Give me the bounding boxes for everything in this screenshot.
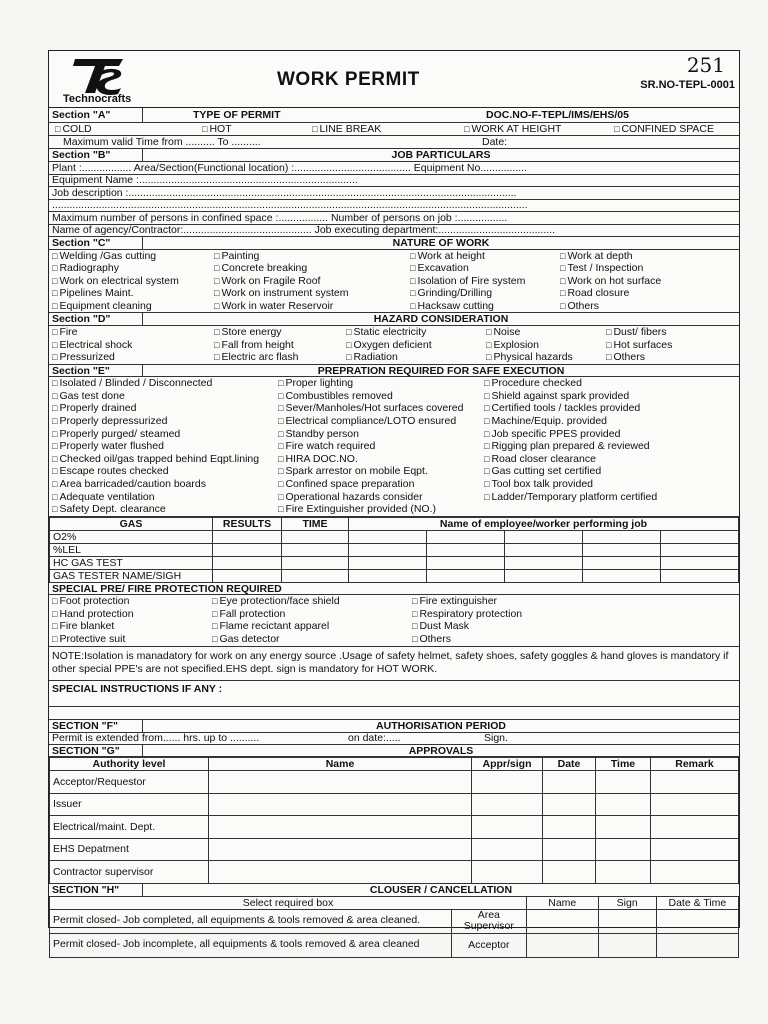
section-d-header — [49, 313, 739, 326]
dotted-line[interactable]: ................................................................................................................................................................... — [52, 199, 528, 212]
date-time-header: Date & Time — [656, 897, 738, 910]
checklist-item[interactable]: □ Work in water Reservoir — [211, 300, 407, 313]
handwritten-number: 251 — [686, 53, 725, 77]
checklist-item[interactable]: □ Others — [603, 351, 739, 364]
section-label: SECTION "H" — [49, 884, 143, 896]
approvals-table — [49, 757, 739, 884]
approvals-heading: APPROVALS — [408, 745, 474, 757]
appr-sign-header: Appr/sign — [472, 758, 543, 771]
nature-of-work-grid — [49, 250, 739, 314]
note-row — [49, 647, 739, 681]
checklist-item[interactable]: □ Checked oil/gas trapped behind Eqpt.lining — [49, 453, 275, 466]
gas-row-label: O2% — [50, 530, 213, 543]
section-b-header — [49, 149, 739, 162]
closure-heading: CLOUSER / CANCELLATION — [369, 883, 513, 896]
checklist-item[interactable]: □ Flame recictant apparel — [209, 620, 409, 633]
plant-row — [49, 162, 739, 175]
job-particulars-heading: JOB PARTICULARS — [391, 149, 491, 161]
checklist-item[interactable]: □ Dust Mask — [409, 620, 739, 633]
hazard-consideration-heading: HAZARD CONSIDERATION — [373, 313, 509, 326]
sign-header: Sign — [598, 897, 656, 910]
closure-table — [49, 897, 739, 958]
authority-level-header: Authority level — [50, 758, 209, 771]
checklist-item[interactable]: □ Pipelines Maint. — [49, 287, 211, 300]
type-of-permit-label: TYPE OF PERMIT — [193, 109, 281, 121]
nature-of-work-heading: NATURE OF WORK — [392, 237, 490, 249]
checklist-item[interactable]: □ Ladder/Temporary platform certified — [481, 491, 739, 504]
checklist-item[interactable]: □ Oxygen deficient — [343, 339, 483, 352]
checklist-item[interactable]: □ Physical hazards — [483, 351, 603, 364]
gas-test-table — [49, 517, 739, 583]
section-h-header — [49, 884, 739, 897]
checklist-item[interactable]: □ Painting — [211, 250, 407, 263]
section-label: SECTION "F" — [49, 720, 143, 732]
checklist-item[interactable]: □ Properly depressurized — [49, 415, 275, 428]
checklist-item[interactable]: □ Escape routes checked — [49, 465, 275, 478]
checklist-item[interactable]: □ Fire watch required — [275, 440, 481, 453]
checklist-item[interactable]: □ Excavation — [407, 262, 557, 275]
section-label: Section "C" — [49, 237, 143, 249]
checklist-item[interactable]: □ Sever/Manholes/Hot surfaces covered — [275, 402, 481, 415]
checklist-item[interactable]: □ Work at depth — [557, 250, 739, 263]
checklist-item[interactable]: □ Explosion — [483, 339, 603, 352]
select-box-label: Select required box — [50, 897, 527, 910]
form-header — [49, 51, 739, 108]
permit-type-checkbox[interactable]: □ CONFINED SPACE — [611, 123, 717, 135]
section-c-header — [49, 237, 739, 250]
checklist-item[interactable]: □ Shield against spark provided — [481, 390, 739, 403]
permit-type-row — [49, 123, 739, 136]
checklist-item[interactable]: □ Isolation of Fire system — [407, 275, 557, 288]
valid-time-field[interactable]: Maximum valid Time from .......... To .......... — [63, 136, 261, 148]
checklist-item[interactable]: □ Machine/Equip. provided — [481, 415, 739, 428]
checklist-item[interactable]: □ Proper lighting — [275, 377, 481, 390]
checklist-item[interactable]: □ Equipment cleaning — [49, 300, 211, 313]
checklist-item[interactable]: □ Dust/ fibers — [603, 326, 739, 339]
permit-type-checkbox[interactable]: □ WORK AT HEIGHT — [461, 123, 611, 135]
remark-header: Remark — [651, 758, 739, 771]
checklist-item[interactable]: □ Properly purged/ steamed — [49, 428, 275, 441]
checklist-item[interactable]: □ Work on instrument system — [211, 287, 407, 300]
extension-field[interactable]: Permit is extended from...... hrs. up to .......... — [52, 732, 260, 745]
name-header: Name — [526, 897, 598, 910]
date-header: Date — [543, 758, 596, 771]
checklist-item[interactable]: □ Fire blanket — [49, 620, 209, 633]
authorisation-heading: AUTHORISATION PERIOD — [376, 719, 506, 732]
checklist-item[interactable]: □ Safety Dept. clearance — [49, 503, 275, 516]
checklist-item[interactable]: □ Rigging plan prepared & reviewed — [481, 440, 739, 453]
checklist-item[interactable]: □ Gas test done — [49, 390, 275, 403]
checklist-item[interactable]: □ Fall from height — [211, 339, 343, 352]
section-label: SECTION "G" — [49, 745, 143, 756]
job-description-field[interactable]: Job description :..................................................................................................................................... — [52, 187, 517, 199]
checklist-item[interactable]: □ Road closure — [557, 287, 739, 300]
checklist-item[interactable]: □ Grinding/Drilling — [407, 287, 557, 300]
permit-type-checkbox[interactable]: □ COLD — [49, 123, 199, 135]
authority-level: Acceptor/Requestor — [50, 771, 209, 794]
checklist-item[interactable]: □ Concrete breaking — [211, 262, 407, 275]
checklist-item[interactable]: □ HIRA DOC.NO. — [275, 453, 481, 466]
permit-type-checkbox[interactable]: □ LINE BREAK — [309, 123, 461, 135]
gas-row-label: GAS TESTER NAME/SIGH — [50, 569, 213, 582]
gas-header: GAS — [50, 517, 213, 530]
checklist-item[interactable]: □ Area barricaded/caution boards — [49, 478, 275, 491]
checklist-item[interactable]: □ Fall protection — [209, 608, 409, 621]
persons-row — [49, 212, 739, 225]
checklist-item[interactable]: □ Others — [557, 300, 739, 313]
section-label: Section "E" — [49, 365, 143, 377]
note-text: NOTE:Isolation is manadatory for work on any energy source .Usage of safety helmet, safety shoes, safety goggles & hand gloves is mandatory if other special PPE's are not specified.EHS dept. sign is mandatory for HOT WORK. — [52, 650, 729, 676]
job-description-row — [49, 187, 739, 200]
form-title: WORK PERMIT — [277, 69, 420, 90]
serial-number: SR.NO-TEPL-0001 — [640, 79, 735, 91]
checklist-item[interactable]: □ Work on Fragile Roof — [211, 275, 407, 288]
extension-date-field[interactable]: on date:..... — [348, 732, 401, 745]
time-header: Time — [596, 758, 651, 771]
spacer-row — [49, 707, 739, 720]
checklist-item[interactable]: □ Fire extinguisher — [409, 595, 739, 608]
closure-incomplete-option[interactable]: Permit closed- Job incomplete, all equipments & tools removed & area cleaned — [50, 933, 452, 957]
checklist-item[interactable]: □ Confined space preparation — [275, 478, 481, 491]
authority-level: Electrical/maint. Dept. — [50, 816, 209, 839]
checklist-item[interactable]: □ Fire Extinguisher provided (NO.) — [275, 503, 481, 516]
checklist-item[interactable]: □ Properly water flushed — [49, 440, 275, 453]
checklist-item[interactable]: □ Gas cutting set certified — [481, 465, 739, 478]
checklist-item[interactable]: □ Operational hazards consider — [275, 491, 481, 504]
checklist-item[interactable]: □ Adequate ventilation — [49, 491, 275, 504]
technocrafts-logo-icon — [71, 57, 127, 95]
equipment-name-field[interactable]: Equipment Name :........................................................................... — [52, 174, 358, 187]
job-description-continued-row — [49, 200, 739, 213]
checklist-item[interactable]: □ Work on electrical system — [49, 275, 211, 288]
time-header: TIME — [282, 517, 349, 530]
work-permit-form — [48, 50, 740, 952]
checklist-item[interactable]: □ Isolated / Blinded / Disconnected — [49, 377, 275, 390]
date-field[interactable]: Date: — [482, 136, 508, 148]
checklist-item[interactable]: □ Store energy — [211, 326, 343, 339]
checklist-item[interactable]: □ Tool box talk provided — [481, 478, 739, 491]
agency-row — [49, 225, 739, 238]
checklist-item[interactable]: □ Combustibles removed — [275, 390, 481, 403]
checklist-item[interactable]: □ Electrical compliance/LOTO ensured — [275, 415, 481, 428]
area-supervisor-label: Area Supervisor — [451, 909, 526, 933]
checklist-item[interactable]: □ Electrical shock — [49, 339, 211, 352]
checklist-item[interactable]: □ Eye protection/face shield — [209, 595, 409, 608]
checklist-item[interactable]: □ Test / Inspection — [557, 262, 739, 275]
checklist-item[interactable]: □ Gas detector — [209, 633, 409, 646]
equipment-name-row — [49, 175, 739, 188]
checklist-item[interactable]: □ Job specific PPES provided — [481, 428, 739, 441]
authority-level: Contractor supervisor — [50, 861, 209, 884]
section-g-header — [49, 745, 739, 757]
checklist-item[interactable]: □ Radiation — [343, 351, 483, 364]
checklist-item[interactable]: □ Electric arc flash — [211, 351, 343, 364]
checklist-item — [481, 503, 739, 516]
checklist-item[interactable]: □ Fire — [49, 326, 211, 339]
agency-field[interactable]: Name of agency/Contractor:............................................ Job executing department:........................................ — [52, 224, 556, 237]
checklist-item[interactable]: □ Welding /Gas cutting — [49, 250, 211, 263]
checklist-item[interactable]: □ Pressurized — [49, 351, 211, 364]
preparation-heading: PREPRATION REQUIRED FOR SAFE EXECUTION — [317, 364, 565, 377]
gas-row-label: HC GAS TEST — [50, 556, 213, 569]
closure-completed-option[interactable]: Permit closed- Job completed, all equipments & tools removed & area cleaned. — [50, 909, 452, 933]
section-a-header — [49, 108, 739, 123]
results-header: RESULTS — [213, 517, 282, 530]
acceptor-label: Acceptor — [451, 933, 526, 957]
persons-field[interactable]: Maximum number of persons in confined space :................. Number of persons on job :................. — [52, 212, 508, 224]
checklist-item[interactable]: □ Hacksaw cutting — [407, 300, 557, 313]
extension-sign-field[interactable]: Sign. — [484, 732, 508, 745]
hazard-grid — [49, 326, 739, 365]
special-protection-grid — [49, 595, 739, 646]
checklist-item[interactable]: □ Others — [409, 633, 739, 646]
special-instructions-row — [49, 681, 739, 707]
checklist-item[interactable]: □ Properly drained — [49, 402, 275, 415]
employee-name-header: Name of employee/worker performing job — [349, 517, 739, 530]
checklist-item[interactable]: □ Standby person — [275, 428, 481, 441]
checklist-item[interactable]: □ Hot surfaces — [603, 339, 739, 352]
checklist-item[interactable]: □ Protective suit — [49, 633, 209, 646]
name-header: Name — [209, 758, 472, 771]
checklist-item[interactable]: □ Hand protection — [49, 608, 209, 621]
checklist-item[interactable]: □ Spark arrestor on mobile Eqpt. — [275, 465, 481, 478]
special-instructions-label[interactable]: SPECIAL INSTRUCTIONS IF ANY : — [52, 682, 223, 695]
section-label: Section "A" — [49, 108, 143, 122]
plant-field[interactable]: Plant :................. Area/Section(Functional location) :........................................ Equipment No................ — [52, 162, 528, 174]
doc-number: DOC.NO-F-TEPL/IMS/EHS/05 — [486, 109, 629, 121]
valid-time-row — [49, 136, 739, 149]
company-logo — [63, 57, 153, 103]
special-protection-heading: SPECIAL PRE/ FIRE PROTECTION REQUIRED — [52, 582, 282, 595]
permit-type-checkbox[interactable]: □ HOT — [199, 123, 309, 135]
authority-level: EHS Depatment — [50, 838, 209, 861]
special-protection-header — [49, 583, 739, 596]
checklist-item[interactable]: □ Noise — [483, 326, 603, 339]
section-f-header — [49, 720, 739, 733]
checklist-item[interactable]: □ Radiography — [49, 262, 211, 275]
checklist-item[interactable]: □ Road closer clearance — [481, 453, 739, 466]
gas-row-label: %LEL — [50, 543, 213, 556]
checklist-item[interactable]: □ Procedure checked — [481, 377, 739, 390]
logo-text: Technocrafts — [63, 93, 132, 105]
checklist-item[interactable]: □ Static electricity — [343, 326, 483, 339]
checklist-item[interactable]: □ Foot protection — [49, 595, 209, 608]
section-label: Section "D" — [49, 313, 143, 325]
checklist-item[interactable]: □ Certified tools / tackles provided — [481, 402, 739, 415]
checklist-item[interactable]: □ Work on hot surface — [557, 275, 739, 288]
section-label: Section "B" — [49, 149, 143, 161]
checklist-item[interactable]: □ Work at height — [407, 250, 557, 263]
preparation-grid — [49, 377, 739, 517]
extension-row — [49, 733, 739, 746]
section-e-header — [49, 365, 739, 378]
authority-level: Issuer — [50, 793, 209, 816]
checklist-item[interactable]: □ Respiratory protection — [409, 608, 739, 621]
